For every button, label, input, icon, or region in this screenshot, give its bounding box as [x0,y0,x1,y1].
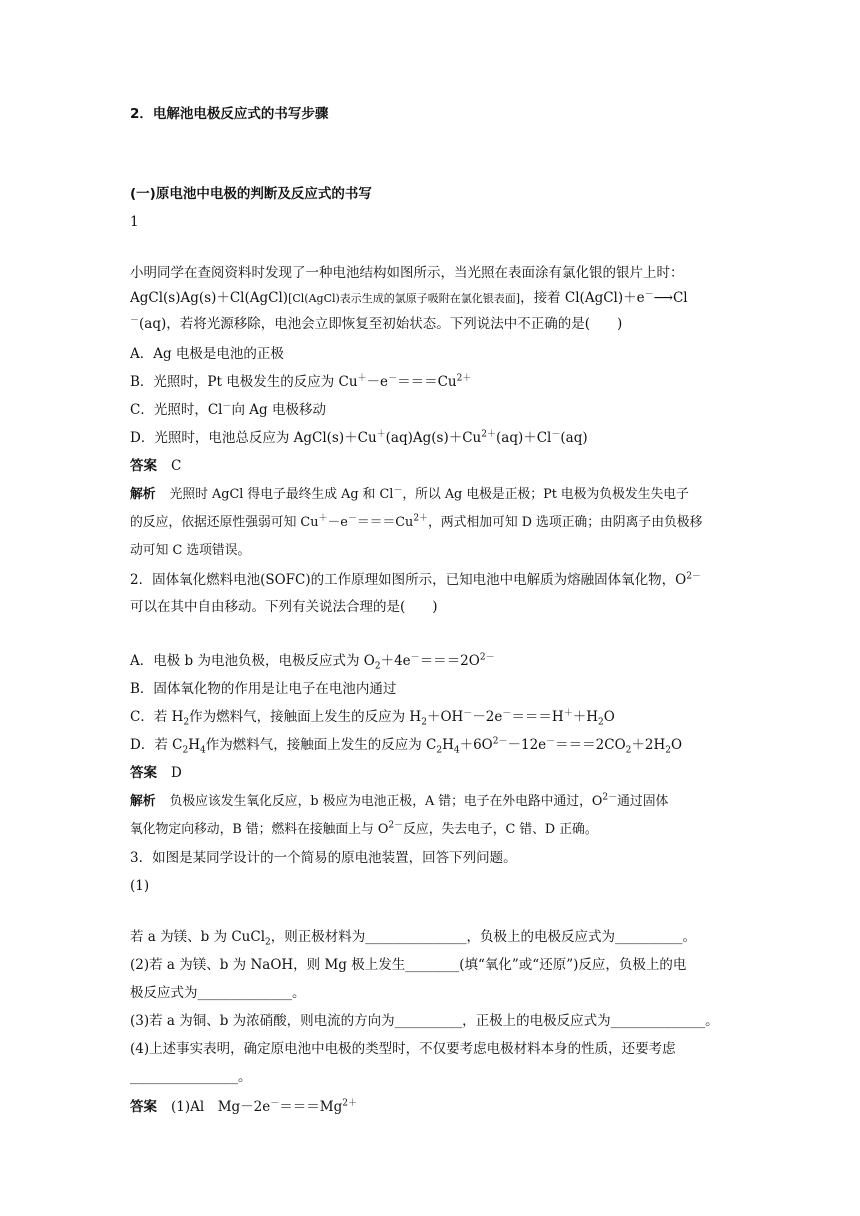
q2-analysis-line1 [130,792,740,812]
q1-option-b-text: B．光照时，Pt 电极发生的反应为 Cu [130,374,358,390]
sup-2plus: 2＋ [481,429,496,440]
analysis-text: ，两式相加可知 D 选项正确；由阴离子由负极移 [428,515,703,530]
sup-plus: ＋ [318,513,328,524]
sup-2plus: 2＋ [413,513,429,524]
q2-option-d-text: D．若 C [130,737,183,753]
q3-part1-text: 若 a 为镁、b 为 CuCl [130,929,266,945]
q2-option-d-text3: 作为燃料气，接触面上发生的反应为 C [205,737,437,753]
q1-option-d-text: D．光照时，电池总反应为 AgCl(s)＋Cu [130,430,377,446]
q2-option-c-text: C．若 H [130,709,184,725]
section-heading-1: (一)原电池中电极的判断及反应式的书写 [130,186,372,202]
section-heading-2: 2．电解池电极反应式的书写步骤 [130,106,329,122]
sup-minus: － [393,485,403,496]
sub-2: 2 [598,717,604,728]
sup-minus: － [388,373,398,384]
q2-option-c-text6: ＋H [572,709,598,725]
q1-option-b: B．光照时，Pt 电极发生的反应为 $Cu^+-e^-===Cu^{2+}$ [130,373,472,390]
analysis-text: ＝Cu [382,515,414,530]
sub-2: 2 [625,745,632,756]
q1-option-c [130,400,740,420]
sup-2plus: 2＋ [342,1098,357,1109]
sup-2minus: 2－ [479,652,495,663]
sup-minus: － [546,736,556,747]
sup-minus: － [502,708,512,719]
q3-part3: (3)若 a 为铜、b 为浓硝酸，则电流的方向为__________，正极上的电极反应式为______________。 [130,1013,719,1029]
q2-option-d: D．若 $C_2H_4$作为燃料气，接触面上发生的反应为 $C_2H_4+6O^{2-}-12e^-===2CO_2+2H_2O$ [130,736,683,756]
sup-minus: － [347,513,357,524]
sub-2: 2 [665,745,672,756]
analysis-label: 解析 [130,487,156,502]
q1-option-c-text2: 向 Ag 电极移动 [231,402,326,418]
q2-analysis-line2 [130,820,740,840]
q1-option-a: A．Ag 电极是电池的正极 [130,346,284,362]
q2-option-a-text2: ＋4e [380,653,411,669]
q2-answer [130,763,740,783]
q1-stem-line3 [130,314,740,334]
sup-minus: － [410,652,420,663]
q2-option-c-text3: ＋OH [426,709,464,725]
sub-2: 2 [182,745,189,756]
analysis-text: 的反应，依据还原性强弱可知 Cu [130,515,319,530]
q3-part1-text2: ，则正极材料为_______________，负极上的电极反应式为__________。 [270,929,697,945]
sup-minus: － [644,289,654,300]
analysis-text: 负极应该发生氧化反应，b 极应为电池正极，A 错；电子在外电路中通过，O [169,794,603,809]
q3-stem: 3．如图是某同学设计的一个简易的原电池装置，回答下列问题。 [130,850,517,866]
sup-2plus: 2＋ [456,373,472,384]
sub-2: 2 [436,745,443,756]
q2-option-a-text3: ＝2O [446,653,480,669]
sup-minus: － [222,401,232,412]
q2-option-d-text9: O [671,737,683,753]
q1-option-b-eq: ＝＝＝Cu [397,374,457,390]
answer-value: D [171,765,182,781]
answer-label: 答案 [130,458,157,474]
q2-stem-text: 2．固体氧化燃料电池(SOFC)的工作原理如图所示，已知电池中电解质为熔融固体氧化物，O [130,572,687,588]
sup-2minus: 2－ [686,571,701,582]
q3-part2-line2: 极反应式为______________。 [130,985,306,1001]
q2-option-a: A．电极 b 为电池负极，电极反应式为 $O_2+4e^-===2O^{2-}$ [130,652,495,672]
answer-label: 答案 [130,765,157,781]
analysis-text: 通过固体 [617,794,669,809]
q1-equation-2: ，接着 Cl(AgCl)＋e [520,290,645,306]
q2-stem-line2: 可以在其中自由移动。下列有关说法合理的是( ) [130,599,438,615]
analysis-label: 解析 [130,794,156,809]
q1-equation: AgCl(s)Ag(s)＋Cl(AgCl) [130,290,289,306]
sup-plus: ＋ [357,373,367,384]
sup-plus: ＋ [376,429,386,440]
q2-option-d-text4: H [442,737,454,753]
sup-plus: ＋ [563,708,573,719]
q3-answer: 答案 (1)Al $Mg-2e^-===Mg^{2+}$ [130,1098,357,1115]
q1-option-d [130,428,740,448]
sub-4: 4 [453,745,460,756]
sub-2: 2 [421,717,427,728]
question-marker: 1 [130,214,139,230]
answer-value: (1)Al Mg－2e [171,1099,271,1115]
analysis-text: 氧化物定向移动，B 错；燃料在接触面上与 O [130,822,389,837]
q2-option-d-text7: ＝2CO [582,737,626,753]
q2-option-c-text4: －2e [472,709,503,725]
q2-option-a-text: A．电极 b 为电池负极，电极反应式为 O [130,653,375,669]
sup-2minus: 2－ [602,792,618,803]
q2-option-d-text2: H [188,737,200,753]
q1-answer [130,456,740,476]
analysis-text: 反应，失去电子，C 错、D 正确。 [403,822,598,837]
q1-option-d-text2: (aq)Ag(s)＋Cu [385,430,482,446]
analysis-text: 光照时 AgCl 得电子最终生成 Ag 和 Cl [169,487,394,502]
q1-option-d-text4: (aq) [560,430,588,446]
q2-option-d-text8: ＋2H [631,737,666,753]
q2-option-c-text5: ＝H [538,709,564,725]
sub-2: 2 [265,937,271,948]
q1-stem-text: (aq)，若将光源移除，电池会立即恢复至初始状态。下列说法中不正确的是( ) [139,316,623,332]
q3-part4-line2: ________________。 [130,1069,252,1085]
q1-equation-3: ⟶Cl [653,290,688,306]
q2-option-c-text2: 作为燃料气，接触面上发生的反应为 H [189,709,422,725]
q1-analysis-line3: 动可知 C 选项错误。 [130,543,251,558]
q1-stem-line1: 小明同学在查阅资料时发现了一种电池结构如图所示，当光照在表面涂有氯化银的银片上时： [130,265,684,281]
sub-2: 2 [183,717,190,728]
q2-option-b: B．固体氧化物的作用是让电子在电池内通过 [130,681,397,697]
sup-2minus: 2－ [492,736,508,747]
sup-minus: － [551,429,561,440]
q1-stem-line2 [130,288,740,309]
q1-note: [Cl(AgCl)表示生成的氯原子吸附在氯化银表面] [288,292,521,305]
q1-analysis-line1 [130,485,740,505]
sup-minus: － [463,708,473,719]
q3-part1 [130,927,740,947]
analysis-text: ，所以 Ag 电极是正极；Pt 电极为负极发生失电子 [402,487,689,502]
sup-2minus: 2－ [388,820,404,831]
sub-4: 4 [199,745,206,756]
sup-minus: － [130,315,140,326]
q1-analysis-line2: 的反应，依据还原性强弱可知 $Cu^+-e^-===Cu^{2+}$，两式相加可知 D 选项正确；由阴离子由负极移 [130,513,703,530]
answer-label: 答案 [130,1099,157,1115]
q1-option-d-text3: (aq)＋Cl [496,430,552,446]
answer-value-2: ＝Mg [306,1099,343,1115]
sub-2: 2 [374,661,381,672]
q2-option-d-text5: ＋6O [459,737,493,753]
q2-option-c-text7: O [603,709,615,725]
q2-stem-line1 [130,570,740,590]
q1-option-c-text: C．光照时，Cl [130,402,223,418]
answer-value: C [171,458,182,474]
q2-option-d-text6: －12e [507,737,547,753]
q3-part2-line1: (2)若 a 为镁、b 为 NaOH，则 Mg 极上发生________(填“氧化”或“还原”)反应，负极上的电 [130,957,687,973]
q2-option-c: C．若 $H_2$作为燃料气，接触面上发生的反应为 $H_2+OH^--2e^-===H^++H_2O$ [130,708,615,728]
q3-part4-line1: (4)上述事实表明，确定原电池中电极的类型时，不仅要考虑电极材料本身的性质，还要考虑 [130,1041,676,1057]
sup-minus: － [270,1098,280,1109]
q3-marker: (1) [130,878,150,894]
